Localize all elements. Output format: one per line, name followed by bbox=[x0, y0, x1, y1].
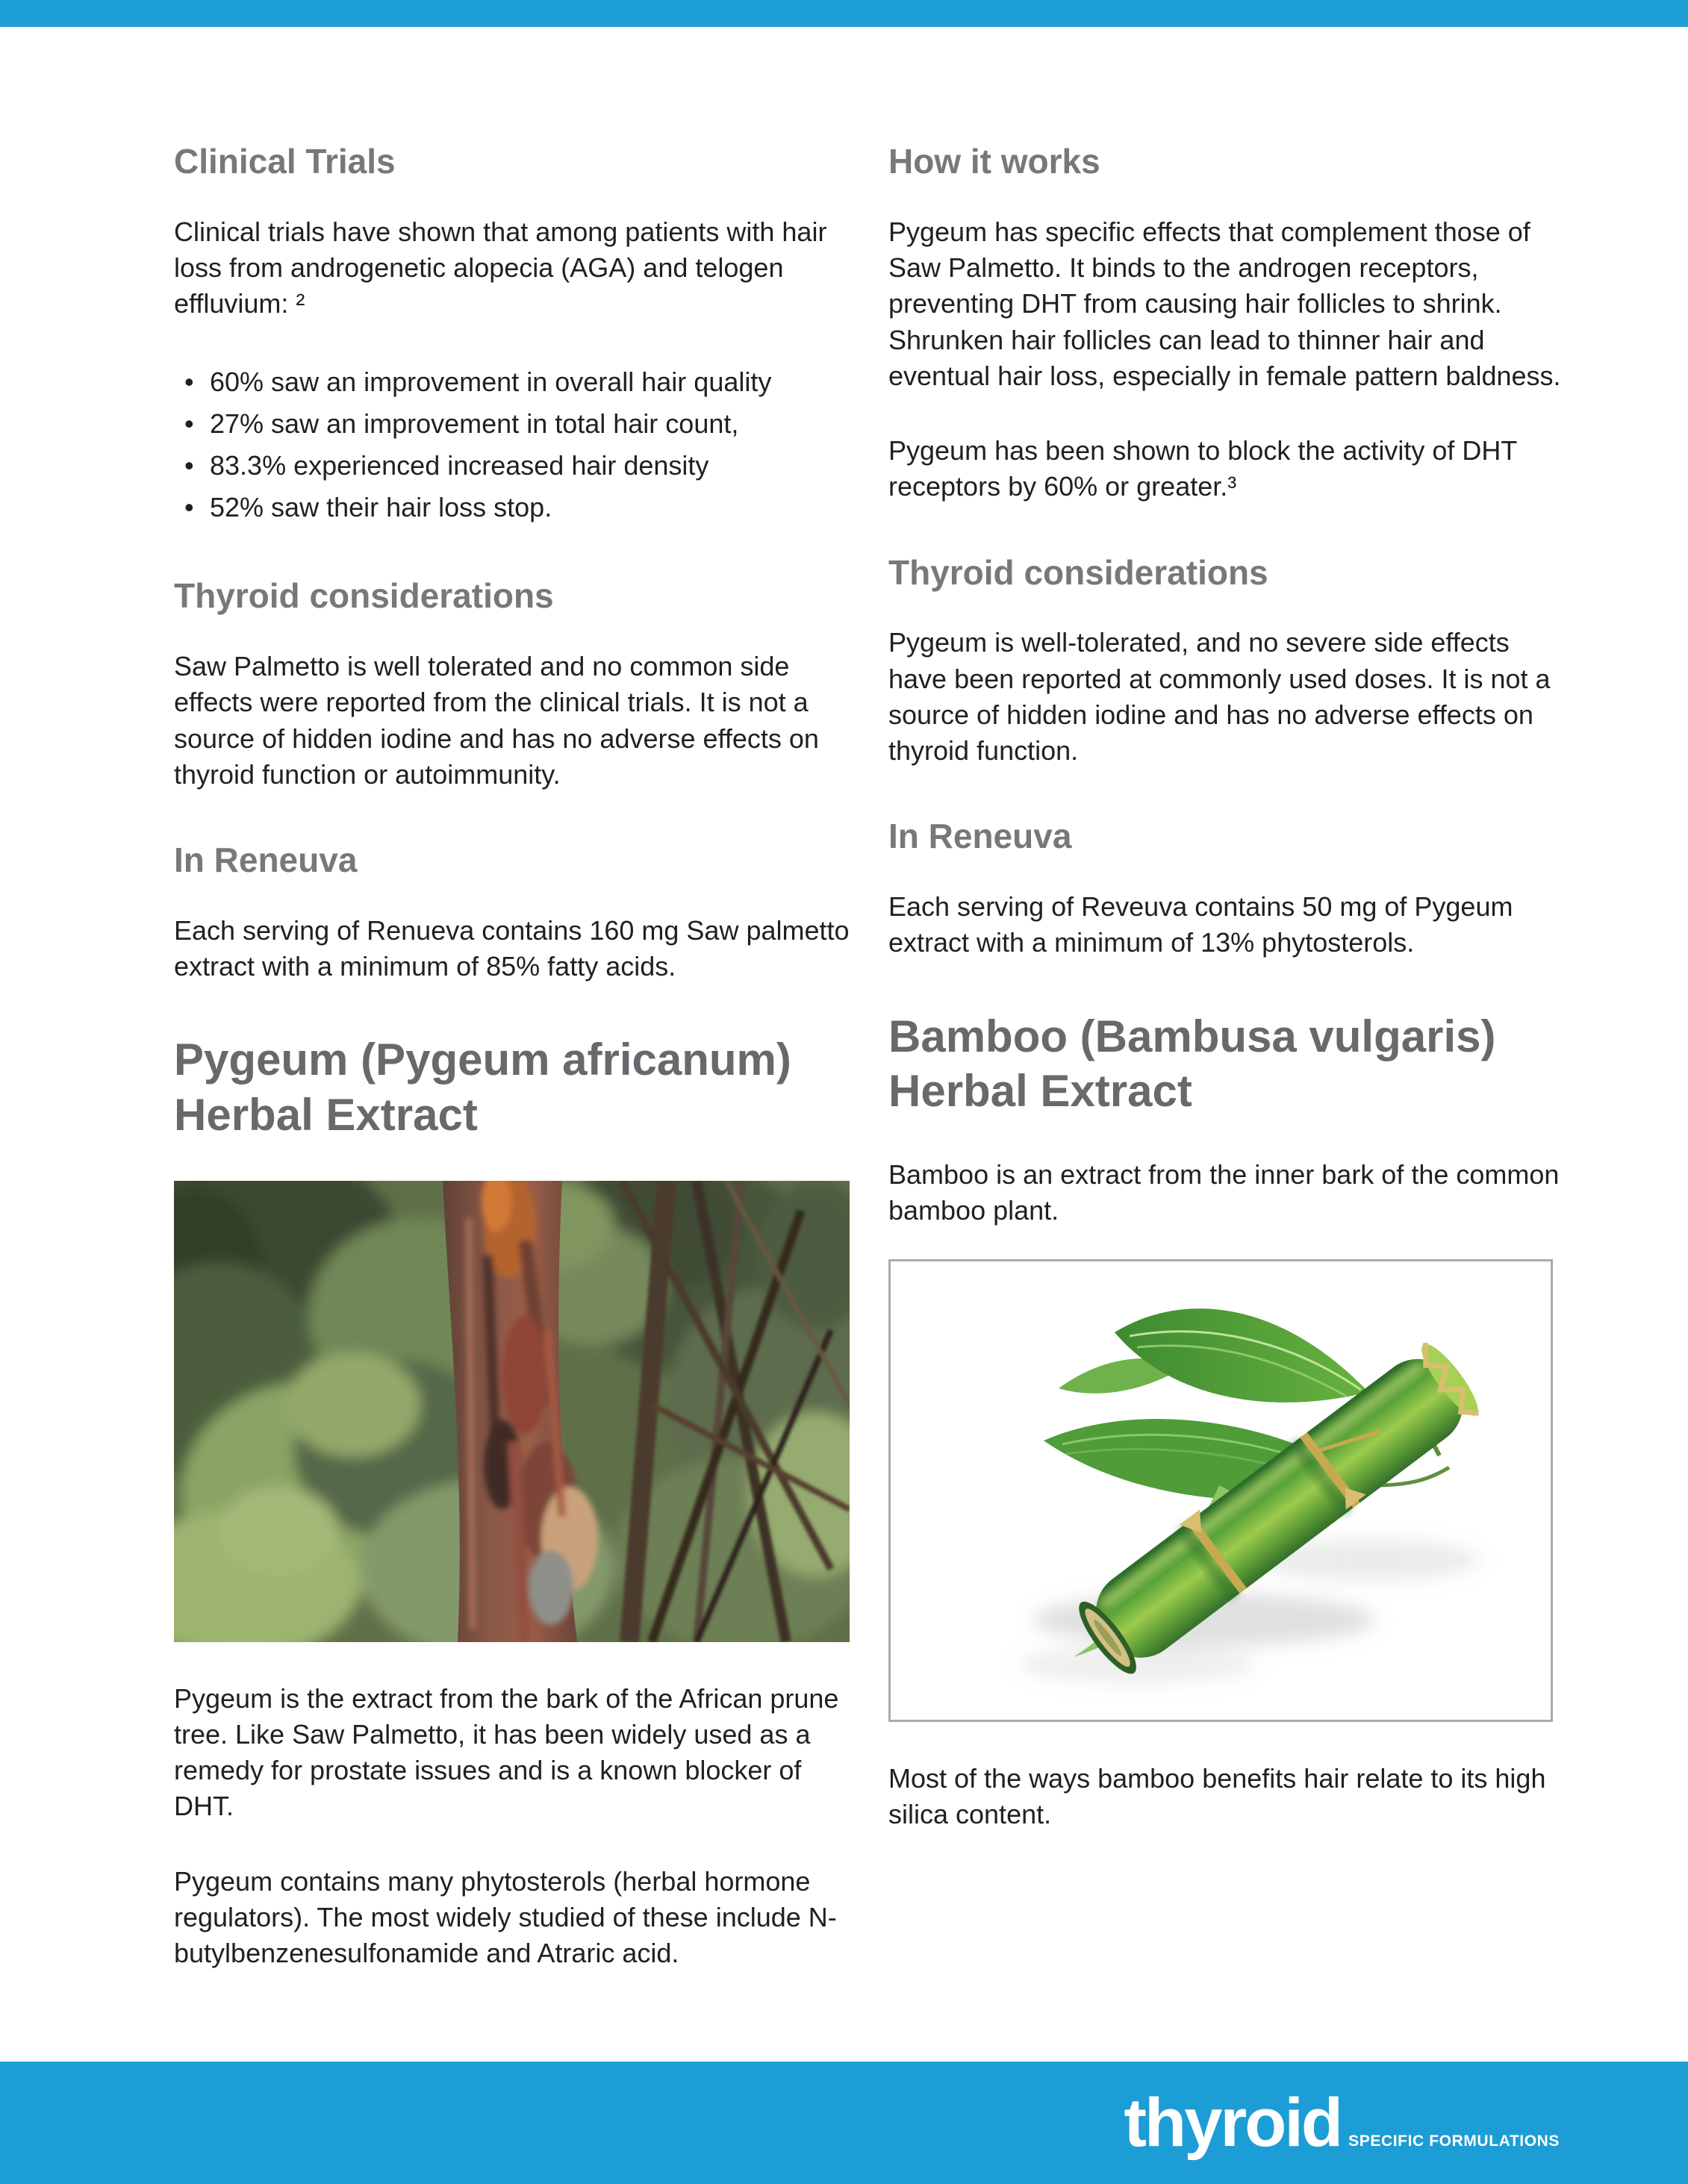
bamboo-photo-art bbox=[891, 1261, 1551, 1720]
clinical-trials-bullet-list bbox=[174, 361, 850, 529]
bullet-hair-quality: • 60% saw an improvement in overall hair quality bbox=[184, 361, 850, 403]
section-heading-thyroid-left: Thyroid considerations bbox=[174, 576, 554, 616]
left-column bbox=[174, 142, 850, 1971]
bullet-hair-count: • 27% saw an improvement in total hair count, bbox=[184, 403, 850, 445]
section-heading-in-reneuva-right: In Reneuva bbox=[888, 817, 1072, 856]
how-it-works-body-1: Pygeum has specific effects that complement those of Saw Palmetto. It binds to the androgen receptors, preventing DHT from causing hair follicles to shrink. Shrunken hair follicles can lead to thinner hair and eventual hair loss, especially in female pattern baldness. bbox=[888, 216, 1561, 391]
title-bamboo-herbal-extract: Bamboo (Bambusa vulgaris) Herbal Extract bbox=[888, 1011, 1496, 1116]
bamboo-intro: Bamboo is an extract from the inner bark of the common bamboo plant. bbox=[888, 1159, 1560, 1226]
section-heading-how-it-works: How it works bbox=[888, 142, 1100, 181]
section-heading-in-reneuva-left: In Reneuva bbox=[174, 840, 358, 880]
bamboo-photo bbox=[888, 1259, 1553, 1722]
pygeum-tree-photo-art bbox=[174, 1181, 850, 1642]
clinical-trials-intro: Clinical trials have shown that among patients with hair loss from androgenetic alopecia (AGA) and telogen effluvium: ² bbox=[174, 216, 827, 319]
pygeum-body-1: Pygeum is the extract from the bark of the African prune tree. Like Saw Palmetto, it has been widely used as a remedy for prostate issues and is a known blocker of DHT. bbox=[174, 1682, 839, 1822]
thyroid-logo-wordmark: thyroid bbox=[1124, 2085, 1342, 2161]
pygeum-tree-photo bbox=[174, 1181, 850, 1642]
thyroid-logo bbox=[1124, 2085, 1560, 2161]
bullet-hair-density: • 83.3% experienced increased hair density bbox=[184, 445, 850, 487]
bottom-accent-bar bbox=[0, 2062, 1688, 2184]
page-content bbox=[174, 142, 1564, 1971]
thyroid-body-right: Pygeum is well-tolerated, and no severe side effects have been reported at commonly used doses. It is not a source of hidden iodine and has no adverse effects on thyroid function. bbox=[888, 627, 1551, 767]
reneuva-body-left: Each serving of Renueva contains 160 mg Saw palmetto extract with a minimum of 85% fatty acids. bbox=[174, 914, 850, 982]
pygeum-body-2: Pygeum contains many phytosterols (herbal hormone regulators). The most widely studied of these include N-butylbenzenesulfonamide and Atraric acid. bbox=[174, 1865, 837, 1969]
thyroid-logo-tagline: SPECIFIC FORMULATIONS bbox=[1348, 2132, 1560, 2150]
top-accent-bar bbox=[0, 0, 1688, 27]
section-heading-thyroid-right: Thyroid considerations bbox=[888, 552, 1268, 592]
reneuva-body-right: Each serving of Reveuva contains 50 mg of Pygeum extract with a minimum of 13% phytosterols. bbox=[888, 891, 1513, 958]
bullet-hair-loss-stop: • 52% saw their hair loss stop. bbox=[184, 487, 850, 528]
right-column bbox=[888, 142, 1564, 1971]
how-it-works-body-2: Pygeum has been shown to block the activity of DHT receptors by 60% or greater.³ bbox=[888, 435, 1517, 502]
bamboo-caption: Most of the ways bamboo benefits hair relate to its high silica content. bbox=[888, 1762, 1546, 1829]
thyroid-body-left: Saw Palmetto is well tolerated and no common side effects were reported from the clinical trials. It is not a source of hidden iodine and has no adverse effects on thyroid function or autoimmunity. bbox=[174, 651, 819, 790]
title-pygeum-herbal-extract: Pygeum (Pygeum africanum) Herbal Extract bbox=[174, 1035, 791, 1140]
section-heading-clinical-trials: Clinical Trials bbox=[174, 142, 396, 181]
